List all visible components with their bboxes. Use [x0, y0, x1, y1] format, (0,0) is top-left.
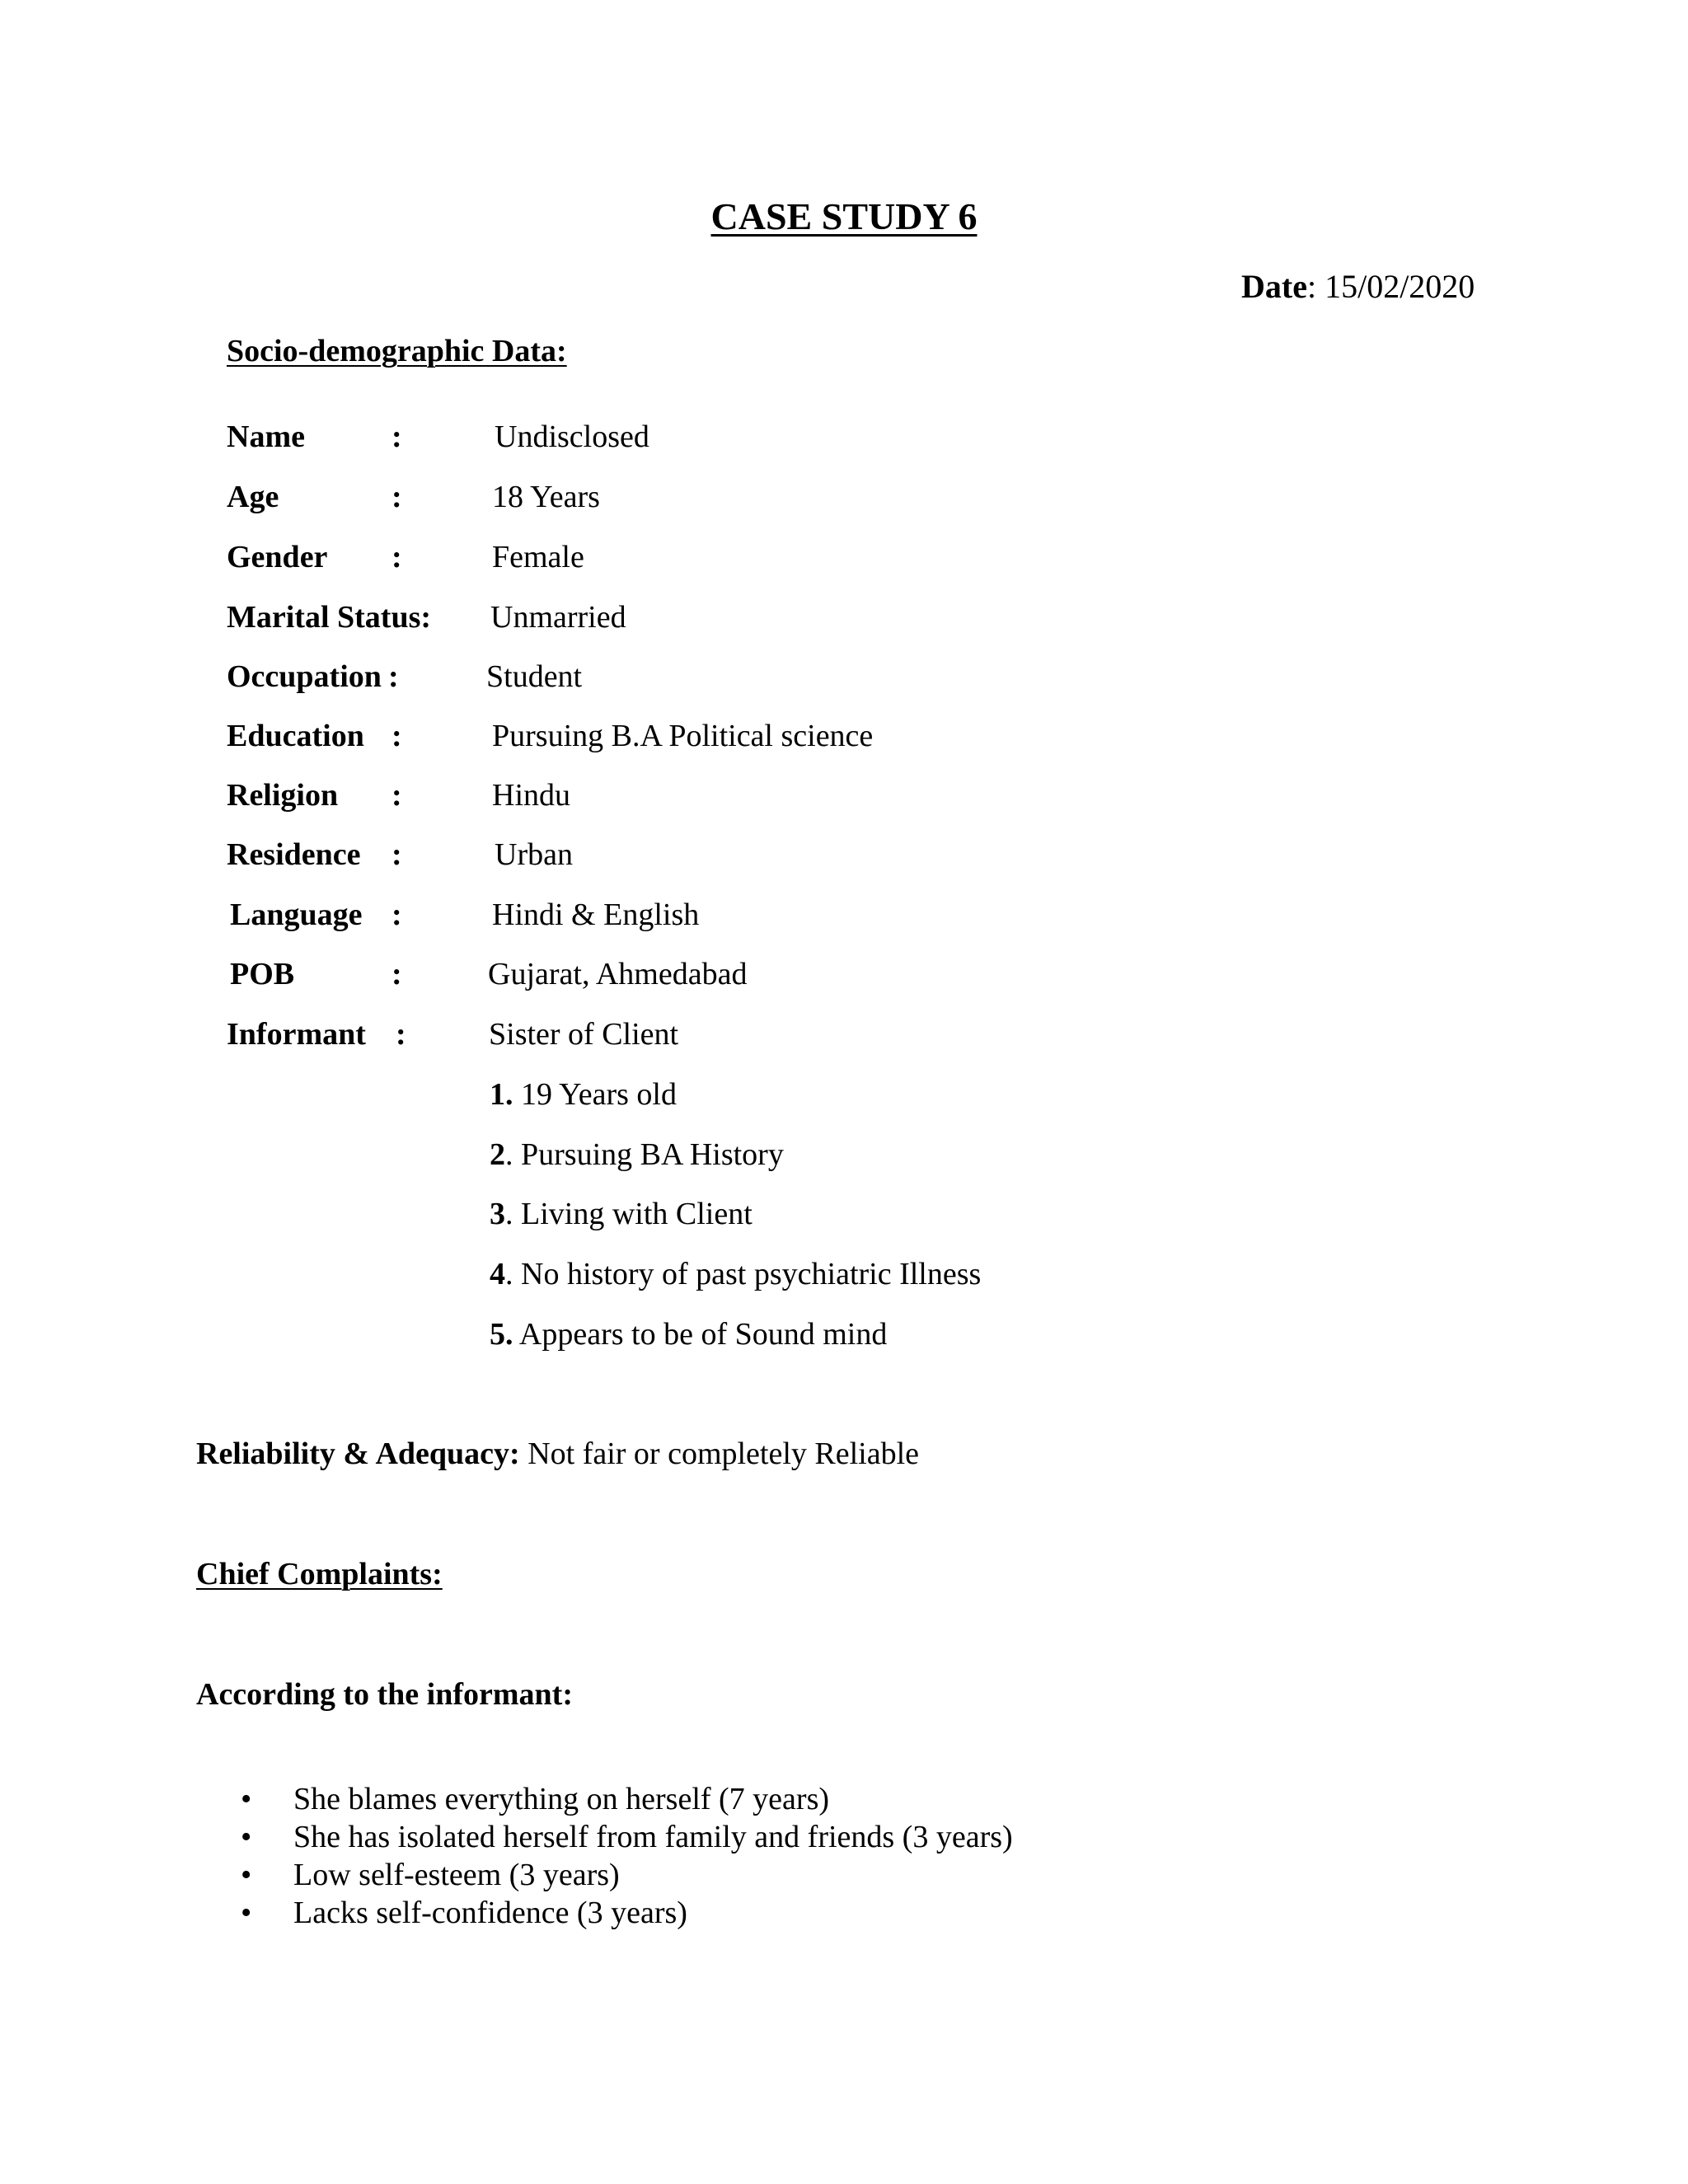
complaint-text: She blames everything on herself (7 years)	[293, 1782, 830, 1816]
detail-number: 3	[490, 1197, 505, 1231]
field-label: Education	[227, 719, 364, 753]
field-colon: :	[392, 480, 402, 514]
list-item	[241, 1818, 1013, 1856]
field-colon: :	[392, 778, 402, 813]
field-value: Gujarat, Ahmedabad	[488, 957, 748, 991]
field-label: Occupation	[227, 659, 382, 694]
field-row-pob	[230, 956, 1466, 997]
detail-number: 2	[490, 1137, 505, 1172]
detail-text: 19 Years old	[513, 1077, 677, 1112]
field-value: Student	[486, 659, 583, 694]
field-value: Female	[492, 540, 584, 574]
field-value: Urban	[495, 837, 573, 872]
bullet-icon: •	[241, 1896, 252, 1930]
detail-text: . Living with Client	[505, 1197, 753, 1231]
list-item	[241, 1894, 1013, 1932]
field-label: POB	[230, 957, 295, 991]
field-row-language	[230, 897, 1466, 938]
field-value: Hindu	[492, 778, 570, 813]
field-value: Hindi & English	[492, 898, 700, 932]
list-item	[241, 1780, 1013, 1818]
field-row-education	[227, 718, 1463, 759]
reliability-line	[196, 1436, 919, 1472]
list-item	[241, 1856, 1013, 1894]
bullet-icon: •	[241, 1820, 252, 1854]
document-title: CASE STUDY 6	[710, 195, 978, 237]
date-value: : 15/02/2020	[1306, 268, 1475, 305]
complaint-text: Lacks self-confidence (3 years)	[293, 1896, 687, 1930]
socio-demographic-heading: Socio-demographic Data:	[227, 334, 567, 368]
detail-text: Appears to be of Sound mind	[513, 1317, 888, 1352]
field-colon: :	[388, 659, 399, 694]
complaint-text: Low self-esteem (3 years)	[293, 1858, 620, 1892]
field-colon: :	[392, 957, 402, 991]
bullet-icon: •	[241, 1782, 252, 1816]
chief-complaints-heading: Chief Complaints:	[196, 1557, 443, 1591]
complaints-list	[241, 1780, 1013, 1932]
field-label: Marital Status:	[227, 600, 432, 635]
detail-text: . Pursuing BA History	[505, 1137, 784, 1172]
field-value: Unmarried	[490, 600, 626, 635]
reliability-label: Reliability & Adequacy:	[196, 1436, 520, 1471]
reliability-value: Not fair or completely Reliable	[519, 1436, 920, 1471]
field-row-religion	[227, 777, 1463, 818]
field-row-marital-status	[227, 599, 1463, 640]
field-value: Pursuing B.A Political science	[492, 719, 874, 753]
informant-detail-item	[490, 1137, 784, 1173]
date-line	[1241, 267, 1475, 306]
informant-detail-item	[490, 1256, 981, 1292]
field-row-gender	[227, 539, 1463, 580]
according-to-informant-heading: According to the informant:	[196, 1677, 573, 1712]
field-row-informant	[227, 1016, 1463, 1057]
field-value: 18 Years	[492, 480, 600, 514]
field-label: Name	[227, 419, 305, 454]
field-label: Gender	[227, 540, 328, 574]
field-label: Language	[230, 898, 363, 932]
informant-detail-item	[490, 1076, 677, 1113]
field-row-age	[227, 479, 1463, 520]
field-colon: :	[396, 1017, 406, 1052]
field-row-occupation	[227, 658, 1463, 700]
detail-text: . No history of past psychiatric Illness	[505, 1257, 982, 1291]
bullet-icon: •	[241, 1858, 252, 1892]
field-row-residence	[227, 837, 1463, 878]
field-colon: :	[392, 419, 402, 454]
field-label: Religion	[227, 778, 339, 813]
informant-detail-item	[490, 1316, 887, 1352]
field-colon: :	[392, 719, 402, 753]
detail-number: 4	[490, 1257, 505, 1291]
detail-number: 1.	[490, 1077, 513, 1112]
detail-number: 5.	[490, 1317, 513, 1352]
field-label: Age	[227, 480, 279, 514]
field-label: Informant	[227, 1017, 366, 1052]
field-value: Undisclosed	[495, 419, 649, 454]
informant-detail-item	[490, 1196, 753, 1232]
date-label: Date	[1241, 268, 1307, 305]
complaint-text: She has isolated herself from family and friends (3 years)	[293, 1820, 1013, 1854]
field-value: Sister of Client	[489, 1017, 679, 1052]
field-colon: :	[392, 898, 402, 932]
field-row-name	[227, 419, 1463, 460]
field-label: Residence	[227, 837, 361, 872]
field-colon: :	[392, 540, 402, 574]
field-colon: :	[392, 837, 402, 872]
